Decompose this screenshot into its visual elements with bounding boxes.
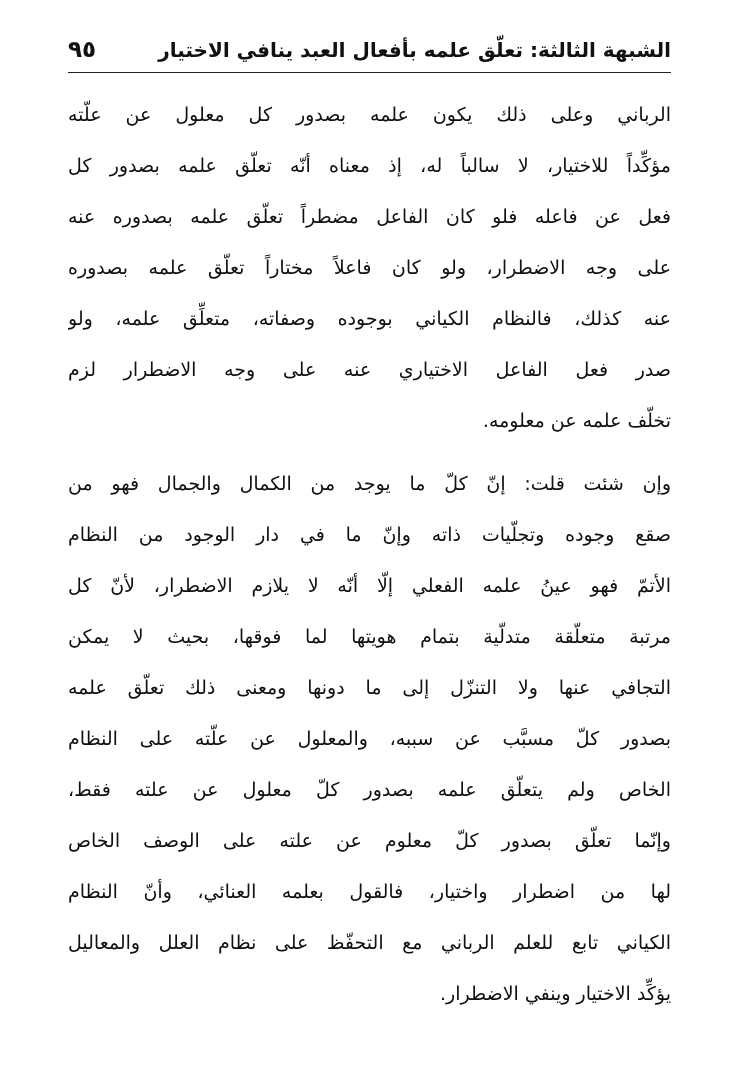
page-number: ٩٥: [68, 37, 97, 63]
text-line: لها من اضطرار واختيار، فالقول بعلمه العنائي، وأنّ النظام: [68, 881, 671, 903]
paragraph-spacer: [68, 447, 671, 459]
text-line: عنه كذلك، فالنظام الكياني بوجوده وصفاته، متعلِّق علمه، ولو: [68, 308, 671, 330]
text-line: الأتمّ فهو عينُ علمه الفعلي إلّا أنّه لا يلازم الاضطرار، لأنّ كل: [68, 575, 671, 597]
chapter-title: الشبهة الثالثة: تعلّق علمه بأفعال العبد ينافي الاختيار: [158, 38, 671, 62]
text-line: صدر فعل الفاعل الاختياري عنه على وجه الاضطرار لزم: [68, 359, 671, 381]
text-line: الكياني تابع للعلم الرباني مع التحفّظ على نظام العلل والمعاليل: [68, 932, 671, 954]
paragraph-2: [68, 459, 671, 1020]
text-line: يؤكِّد الاختيار وينفي الاضطرار.: [440, 983, 671, 1005]
text-line: على وجه الاضطرار، ولو كان فاعلاً مختاراً تعلّق علمه بصدوره: [68, 257, 671, 279]
text-line: وإن شئت قلت: إنّ كلّ ما يوجد من الكمال والجمال فهو من: [68, 473, 671, 495]
text-line: التجافي عنها ولا التنزّل إلى ما دونها ومعنى ذلك تعلّق علمه: [68, 677, 671, 699]
paragraph-1: [68, 90, 671, 447]
text-line: تخلّف علمه عن معلومه.: [482, 410, 671, 432]
text-line: الرباني وعلى ذلك يكون علمه بصدور كل معلول عن علّته: [68, 104, 671, 126]
text-line: مؤكِّداً للاختيار، لا سالباً له، إذ معناه أنّه تعلّق علمه بصدور كل: [68, 155, 671, 177]
text-line: صقع وجوده وتجلّيات ذاته وإنّ ما في دار الوجود من النظام: [68, 524, 671, 546]
text-line: مرتبة متعلّقة متدلّية بتمام هويتها لما فوقها، بحيث لا يمكن: [68, 626, 671, 648]
header-divider: [68, 72, 671, 73]
running-header: [68, 30, 671, 70]
text-line: الخاص ولم يتعلّق علمه بصدور كلّ معلول عن علته فقط،: [68, 779, 671, 801]
body-text: [68, 90, 671, 1020]
text-line: وإنّما تعلّق بصدور كلّ معلوم عن علته على الوصف الخاص: [68, 830, 671, 852]
text-line: فعل عن فاعله فلو كان الفاعل مضطراً تعلّق علمه بصدوره عنه: [68, 206, 671, 228]
text-line: بصدور كلّ مسبَّب عن سببه، والمعلول عن علّته على النظام: [68, 728, 671, 750]
